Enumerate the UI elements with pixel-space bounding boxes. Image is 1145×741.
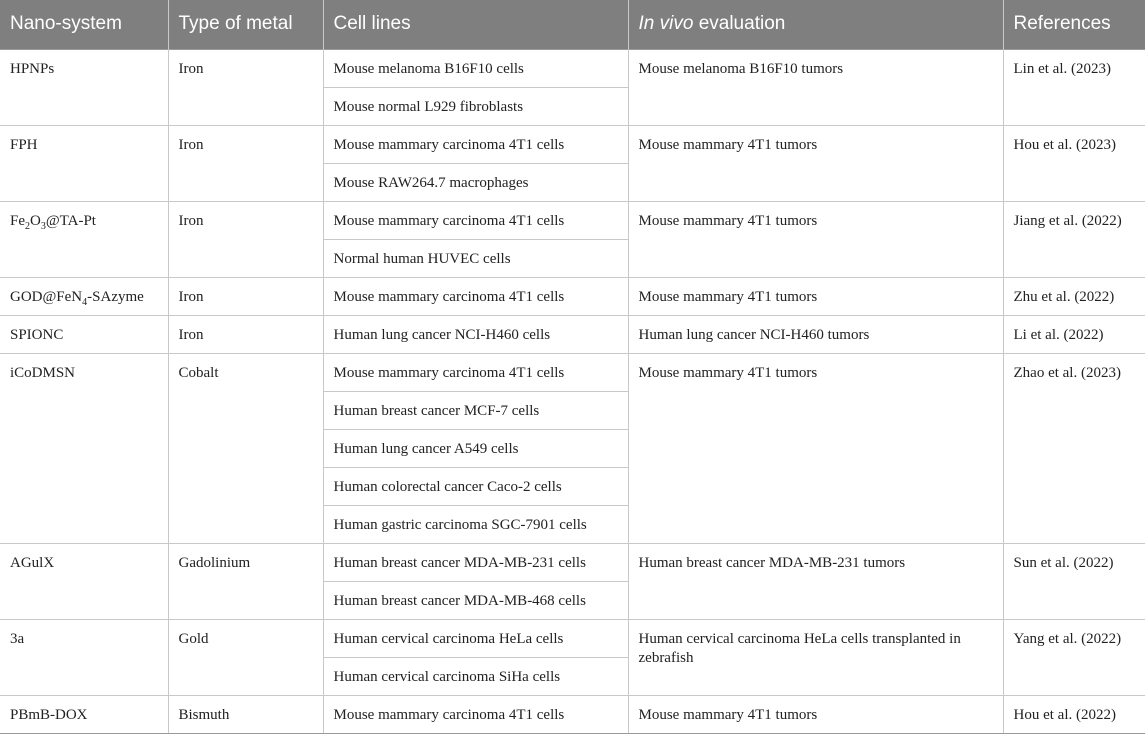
cell-system: HPNPs — [0, 49, 168, 125]
cell-system: SPIONC — [0, 315, 168, 353]
cell-in-vivo: Mouse mammary 4T1 tumors — [628, 125, 1003, 201]
cell-system: FPH — [0, 125, 168, 201]
cell-reference: Yang et al. (2022) — [1003, 619, 1145, 695]
cell-line: Human breast cancer MDA-MB-231 cells — [323, 543, 628, 581]
header-in-vivo — [628, 0, 1003, 49]
cell-line: Human lung cancer A549 cells — [323, 429, 628, 467]
header-references: References — [1003, 0, 1145, 49]
formula-subscript: 3 — [40, 220, 46, 232]
cell-in-vivo: Human lung cancer NCI-H460 tumors — [628, 315, 1003, 353]
header-in-vivo-rest: evaluation — [693, 13, 786, 35]
formula-subscript: 4 — [82, 296, 88, 308]
cell-system: AGulX — [0, 543, 168, 619]
cell-metal: Gold — [168, 619, 323, 695]
cell-line: Mouse normal L929 fibroblasts — [323, 87, 628, 125]
table-row — [0, 125, 1145, 163]
cell-line: Human cervical carcinoma SiHa cells — [323, 657, 628, 695]
cell-line: Human breast cancer MCF-7 cells — [323, 391, 628, 429]
cell-reference: Jiang et al. (2022) — [1003, 201, 1145, 277]
cell-metal: Iron — [168, 125, 323, 201]
table-row — [0, 315, 1145, 353]
cell-reference: Hou et al. (2022) — [1003, 695, 1145, 733]
cell-line: Human colorectal cancer Caco-2 cells — [323, 467, 628, 505]
cell-line: Human gastric carcinoma SGC-7901 cells — [323, 505, 628, 543]
table-row — [0, 543, 1145, 581]
cell-reference: Li et al. (2022) — [1003, 315, 1145, 353]
table-row — [0, 353, 1145, 391]
cell-metal: Gadolinium — [168, 543, 323, 619]
formula-part: @TA-Pt — [45, 212, 96, 229]
cell-system — [0, 201, 168, 277]
table-row — [0, 619, 1145, 657]
cell-reference: Zhao et al. (2023) — [1003, 353, 1145, 543]
cell-line: Mouse RAW264.7 macrophages — [323, 163, 628, 201]
cell-metal: Iron — [168, 49, 323, 125]
cell-line: Mouse mammary carcinoma 4T1 cells — [323, 277, 628, 315]
cell-metal: Cobalt — [168, 353, 323, 543]
cell-in-vivo: Mouse mammary 4T1 tumors — [628, 277, 1003, 315]
table-row — [0, 277, 1145, 315]
cell-line: Mouse mammary carcinoma 4T1 cells — [323, 201, 628, 239]
cell-metal: Iron — [168, 201, 323, 277]
cell-system: PBmB-DOX — [0, 695, 168, 733]
cell-line: Mouse mammary carcinoma 4T1 cells — [323, 125, 628, 163]
formula-subscript: 2 — [25, 220, 30, 232]
header-in-vivo-italic: In vivo — [638, 13, 694, 35]
cell-reference: Lin et al. (2023) — [1003, 49, 1145, 125]
cell-in-vivo: Mouse melanoma B16F10 tumors — [628, 49, 1003, 125]
formula-part: GOD@FeN — [10, 288, 83, 305]
cell-reference: Hou et al. (2023) — [1003, 125, 1145, 201]
cell-in-vivo: Human cervical carcinoma HeLa cells transplanted in zebrafish — [628, 619, 1003, 695]
table-row — [0, 49, 1145, 87]
table-row — [0, 201, 1145, 239]
cell-in-vivo: Mouse mammary 4T1 tumors — [628, 201, 1003, 277]
cell-metal: Iron — [168, 315, 323, 353]
cell-metal: Bismuth — [168, 695, 323, 733]
header-cell-lines: Cell lines — [323, 0, 628, 49]
header-nano-system: Nano-system — [0, 0, 168, 49]
cell-metal: Iron — [168, 277, 323, 315]
cell-in-vivo: Mouse mammary 4T1 tumors — [628, 353, 1003, 543]
cell-line: Mouse melanoma B16F10 cells — [323, 49, 628, 87]
header-metal: Type of metal — [168, 0, 323, 49]
cell-reference: Sun et al. (2022) — [1003, 543, 1145, 619]
formula-part: O — [30, 212, 41, 229]
cell-system — [0, 277, 168, 315]
cell-reference: Zhu et al. (2022) — [1003, 277, 1145, 315]
cell-line: Normal human HUVEC cells — [323, 239, 628, 277]
cell-line: Mouse mammary carcinoma 4T1 cells — [323, 353, 628, 391]
formula-part: -SAzyme — [87, 288, 144, 305]
cell-in-vivo: Mouse mammary 4T1 tumors — [628, 695, 1003, 733]
cell-line: Human lung cancer NCI-H460 cells — [323, 315, 628, 353]
table-row — [0, 695, 1145, 733]
header-row — [0, 0, 1145, 49]
cell-line: Human cervical carcinoma HeLa cells — [323, 619, 628, 657]
cell-line: Human breast cancer MDA-MB-468 cells — [323, 581, 628, 619]
cell-in-vivo: Human breast cancer MDA-MB-231 tumors — [628, 543, 1003, 619]
formula-part: Fe — [10, 212, 25, 229]
cell-system: 3a — [0, 619, 168, 695]
cell-line: Mouse mammary carcinoma 4T1 cells — [323, 695, 628, 733]
cell-system: iCoDMSN — [0, 353, 168, 543]
